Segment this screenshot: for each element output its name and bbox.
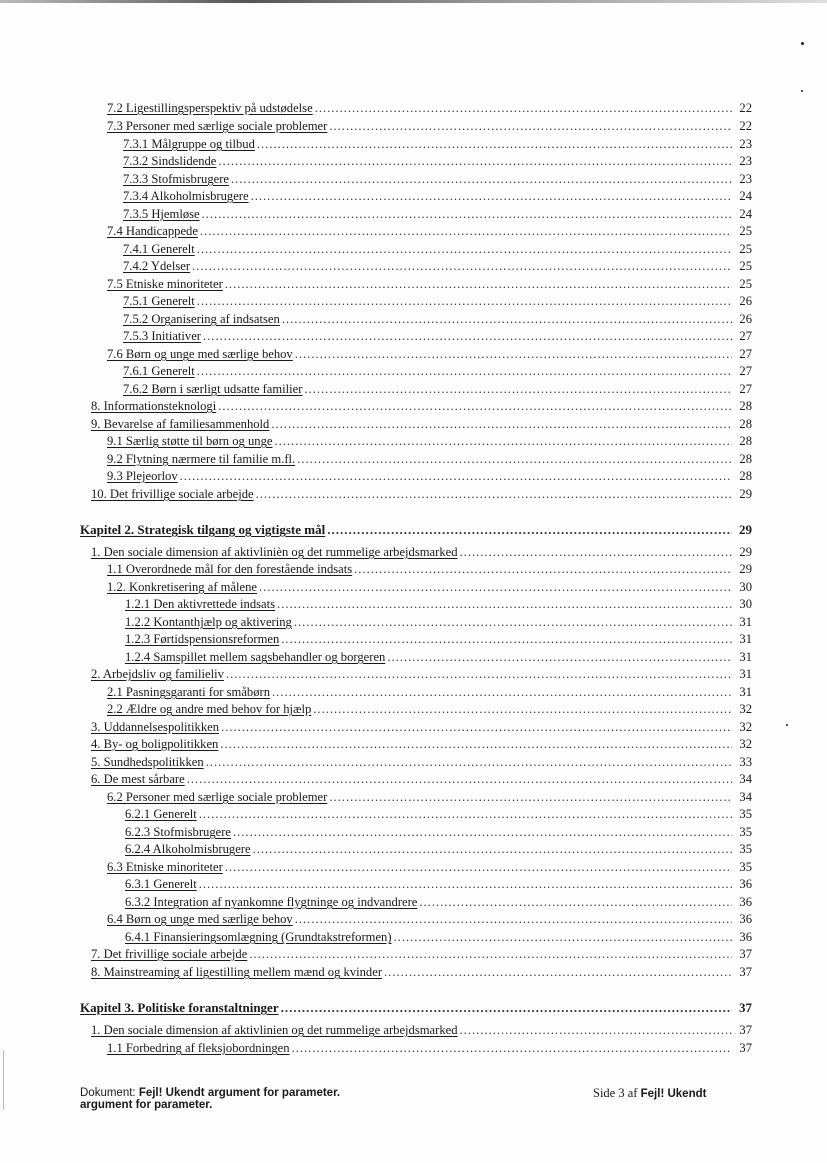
toc-entry[interactable]: [107, 911, 752, 927]
toc-entry[interactable]: [125, 929, 752, 945]
toc-entry[interactable]: [91, 946, 752, 962]
toc-page-number: 28: [739, 417, 752, 431]
toc-entry-title[interactable]: 4. By- og boligpolitikken: [91, 737, 219, 751]
toc-page-number: 25: [739, 242, 752, 256]
toc-entry-title[interactable]: 1.2.3 Førtidspensionsreformen: [125, 632, 280, 646]
toc-leader-dots: [313, 702, 732, 717]
toc-entry[interactable]: [91, 398, 752, 414]
toc-page-number: 37: [739, 1000, 752, 1015]
toc-entry-title[interactable]: 7.3.4 Alkoholmisbrugere: [123, 189, 249, 203]
toc-leader-dots: [274, 434, 732, 449]
toc-leader-dots: [221, 720, 732, 735]
toc-leader-dots: [220, 737, 732, 752]
toc-leader-dots: [203, 329, 732, 344]
toc-entry[interactable]: [107, 433, 752, 449]
toc-entry-title[interactable]: 7.5.3 Initiativer: [123, 329, 201, 343]
toc-page-number: 35: [739, 807, 752, 821]
toc-entry[interactable]: [123, 153, 752, 169]
toc-entry-title[interactable]: 7.2 Ligestillingsperspektiv på udstødelse: [107, 101, 313, 115]
toc-entry-title[interactable]: 6.3 Etniske minoriteter: [107, 860, 223, 874]
toc-page-number: 37: [739, 1023, 752, 1037]
toc-entry-title[interactable]: 1.1 Forbedring af fleksjobordningen: [107, 1041, 290, 1055]
toc-entry-title[interactable]: 6.2.4 Alkoholmisbrugere: [125, 842, 251, 856]
toc-entry-title[interactable]: 2.2 Ældre og andre med behov for hjælp: [107, 702, 312, 716]
toc-entry[interactable]: [123, 206, 752, 222]
toc-page-number: 31: [739, 685, 752, 699]
toc-entry-title[interactable]: 9.1 Særlig støtte til børn og unge: [107, 434, 273, 448]
toc-entry[interactable]: [123, 241, 752, 257]
toc-entry-title[interactable]: 6.2.1 Generelt: [125, 807, 197, 821]
toc-page-number: 25: [739, 259, 752, 273]
toc-entry[interactable]: [107, 561, 752, 577]
toc-page-number: 24: [739, 207, 752, 221]
toc-entry[interactable]: [107, 223, 752, 239]
toc-leader-dots: [231, 172, 732, 187]
toc-leader-dots: [192, 259, 732, 274]
toc-entry-title[interactable]: 2.1 Pasningsgaranti for småbørn: [107, 685, 270, 699]
footer-document: [80, 1087, 340, 1111]
toc-entry[interactable]: [107, 701, 752, 717]
toc-page-number: 32: [739, 737, 752, 751]
toc-entry[interactable]: [125, 614, 752, 630]
toc-page-number: 27: [739, 329, 752, 343]
toc-page-number: 29: [739, 545, 752, 559]
toc-entry[interactable]: [107, 451, 752, 467]
toc-page-number: 28: [739, 399, 752, 413]
toc-leader-dots: [197, 364, 732, 379]
scan-top-edge: [0, 0, 827, 3]
toc-leader-dots: [329, 790, 732, 805]
toc-leader-dots: [257, 137, 732, 152]
toc-leader-dots: [206, 755, 732, 770]
toc-entry[interactable]: [91, 771, 752, 787]
toc-page-number: 36: [739, 877, 752, 891]
toc-entry[interactable]: [123, 293, 752, 309]
toc-leader-dots: [294, 615, 732, 630]
toc-page-number: 25: [739, 277, 752, 291]
toc-page-number: 31: [739, 667, 752, 681]
toc-page-number: 35: [739, 825, 752, 839]
toc-entry-title[interactable]: Kapitel 2. Strategisk tilgang og vigtigste mål: [80, 522, 326, 537]
toc-entry[interactable]: [125, 841, 752, 857]
toc-leader-dots: [202, 207, 732, 222]
toc-entry-title[interactable]: 1.2.2 Kontanthjælp og aktivering: [125, 615, 292, 629]
toc-entry-title[interactable]: 7.5 Etniske minoriteter: [107, 277, 223, 291]
toc-leader-dots: [304, 382, 732, 397]
toc-page-number: 25: [739, 224, 752, 238]
toc-entry-title[interactable]: 7.4.1 Generelt: [123, 242, 195, 256]
toc-entry[interactable]: [107, 1040, 752, 1056]
toc-leader-dots: [249, 947, 732, 962]
toc-entry-title[interactable]: 1.2. Konkretisering af målene: [107, 580, 258, 594]
toc-entry[interactable]: [123, 328, 752, 344]
toc-page-number: 28: [739, 452, 752, 466]
toc-entry[interactable]: [125, 894, 752, 910]
toc-entry[interactable]: [91, 1022, 752, 1038]
toc-leader-dots: [218, 154, 732, 169]
toc-leader-dots: [251, 189, 732, 204]
toc-entry-title[interactable]: 7.6.2 Børn i særligt udsatte familier: [123, 382, 303, 396]
toc-entry[interactable]: [123, 363, 752, 379]
toc-entry-title[interactable]: 7.3.2 Sindslidende: [123, 154, 217, 168]
toc-entry-title[interactable]: 6. De mest sårbare: [91, 772, 185, 786]
toc-chapter-entry[interactable]: [80, 999, 752, 1015]
toc-page-number: 36: [739, 895, 752, 909]
toc-page-number: 37: [739, 1041, 752, 1055]
toc-leader-dots: [277, 597, 732, 612]
toc-page-number: 28: [739, 434, 752, 448]
toc-page-number: 23: [739, 137, 752, 151]
toc-page-number: 32: [739, 702, 752, 716]
toc-entry-title[interactable]: 5. Sundhedspolitikken: [91, 755, 204, 769]
toc-leader-dots: [460, 1023, 732, 1038]
toc-leader-dots: [200, 224, 732, 239]
toc-entry-title[interactable]: 7.5.1 Generelt: [123, 294, 195, 308]
toc-entry-title[interactable]: 7.4.2 Ydelser: [123, 259, 191, 273]
toc-leader-dots: [419, 895, 732, 910]
toc-page-number: 29: [739, 562, 752, 576]
toc-entry-title[interactable]: 7.3.1 Målgruppe og tilbud: [123, 137, 255, 151]
toc-leader-dots: [199, 877, 732, 892]
toc-entry-title[interactable]: 7.6 Børn og unge med særlige behov: [107, 347, 293, 361]
toc-entry-title[interactable]: 2. Arbejdsliv og familieliv: [91, 667, 224, 681]
toc-entry[interactable]: [91, 416, 752, 432]
toc-entry-title[interactable]: 6.3.1 Generelt: [125, 877, 197, 891]
toc-entry-title[interactable]: 1.1 Overordnede mål for den forestående indsats: [107, 562, 353, 576]
toc-page-number: 23: [739, 154, 752, 168]
toc-entry-title[interactable]: 6.3.2 Integration af nyankomne flygtninge og indvandrere: [125, 895, 418, 909]
toc-page-number: 31: [739, 650, 752, 664]
toc-entry[interactable]: [123, 311, 752, 327]
toc-leader-dots: [281, 1000, 732, 1015]
toc-entry-title[interactable]: 1.2.4 Samspillet mellem sagsbehandler og borgeren: [125, 650, 386, 664]
toc-leader-dots: [256, 487, 732, 502]
toc-leader-dots: [180, 469, 732, 484]
toc-entry[interactable]: [125, 876, 752, 892]
footer-doc-label: Dokument:: [80, 1087, 136, 1099]
toc-entry[interactable]: [91, 544, 752, 560]
toc-leader-dots: [225, 860, 732, 875]
toc-page-number: 36: [739, 930, 752, 944]
toc-page-number: 37: [739, 947, 752, 961]
toc-page-number: 28: [739, 469, 752, 483]
toc-leader-dots: [197, 294, 732, 309]
toc-entry-title[interactable]: 1. Den sociale dimension af aktivlinièn og det rummelige arbejdsmarked: [91, 545, 458, 559]
toc-page-number: 27: [739, 382, 752, 396]
toc-page-number: 29: [739, 522, 752, 537]
toc-entry-title[interactable]: 9.2 Flytning nærmere til familie m.fl.: [107, 452, 296, 466]
toc-entry-title[interactable]: 8. Informationsteknologi: [91, 399, 217, 413]
toc-entry-title[interactable]: 7.5.2 Organisering af indsatsen: [123, 312, 280, 326]
toc-entry[interactable]: [125, 649, 752, 665]
toc-entry-title[interactable]: 7. Det frivillige sociale arbejde: [91, 947, 248, 961]
toc-page-number: 30: [739, 597, 752, 611]
scan-speck: [786, 724, 788, 726]
toc-entry-title[interactable]: 8. Mainstreaming af ligestilling mellem mænd og kvinder: [91, 965, 383, 979]
toc-leader-dots: [197, 242, 732, 257]
toc-entry[interactable]: [91, 754, 752, 770]
toc-leader-dots: [199, 807, 732, 822]
toc-leader-dots: [327, 522, 732, 537]
toc-leader-dots: [295, 912, 732, 927]
toc-entry[interactable]: [125, 596, 752, 612]
toc-entry[interactable]: [107, 579, 752, 595]
toc-entry-title[interactable]: 7.3 Personer med særlige sociale problemer: [107, 119, 328, 133]
toc-leader-dots: [295, 347, 732, 362]
toc-entry[interactable]: [123, 136, 752, 152]
toc-entry-title[interactable]: 6.2.3 Stofmisbrugere: [125, 825, 231, 839]
footer-doc-error-cont: argument for parameter.: [80, 1099, 213, 1111]
toc-entry-title[interactable]: 7.3.5 Hjemløse: [123, 207, 200, 221]
toc-leader-dots: [253, 842, 732, 857]
toc-entry[interactable]: [123, 188, 752, 204]
toc-entry-title[interactable]: Kapitel 3. Politiske foranstaltninger: [80, 1000, 279, 1015]
toc-leader-dots: [394, 930, 732, 945]
toc-page-number: 30: [739, 580, 752, 594]
footer-page: [593, 1086, 706, 1101]
toc-entry-title[interactable]: 6.4 Børn og unge med særlige behov: [107, 912, 293, 926]
toc-entry[interactable]: [91, 666, 752, 682]
toc-entry[interactable]: [91, 719, 752, 735]
toc-leader-dots: [226, 667, 732, 682]
scan-artifact: [3, 1050, 4, 1110]
toc-entry[interactable]: [125, 824, 752, 840]
scan-speck: [801, 42, 804, 45]
toc-page-number: 31: [739, 632, 752, 646]
toc-entry-title[interactable]: 1.2.1 Den aktivrettede indsats: [125, 597, 276, 611]
toc-page-number: 27: [739, 364, 752, 378]
toc-entry[interactable]: [107, 346, 752, 362]
toc-leader-dots: [315, 101, 732, 116]
toc-chapter-entry[interactable]: [80, 521, 752, 537]
toc-page-number: 22: [739, 119, 752, 133]
toc-entry[interactable]: [125, 631, 752, 647]
footer-page-error: Fejl! Ukendt: [640, 1088, 707, 1100]
toc-entry[interactable]: [107, 684, 752, 700]
footer-doc-error: Fejl! Ukendt argument for parameter.: [138, 1087, 341, 1099]
toc-entry-title[interactable]: 3. Uddannelsespolitikken: [91, 720, 220, 734]
toc-entry-title[interactable]: 6.2 Personer med særlige sociale problemer: [107, 790, 328, 804]
toc-leader-dots: [297, 452, 732, 467]
toc-page-number: 27: [739, 347, 752, 361]
toc-entry[interactable]: [107, 859, 752, 875]
toc-entry[interactable]: [91, 736, 752, 752]
toc-page-number: 35: [739, 860, 752, 874]
toc-entry-title[interactable]: 7.3.3 Stofmisbrugere: [123, 172, 229, 186]
toc-leader-dots: [218, 399, 732, 414]
toc-entry[interactable]: [91, 486, 752, 502]
toc-leader-dots: [271, 417, 732, 432]
toc-entry-title[interactable]: 9.3 Plejeorlov: [107, 469, 178, 483]
footer-page-label: Side 3 af: [593, 1086, 638, 1100]
toc-page-number: 31: [739, 615, 752, 629]
toc-leader-dots: [292, 1041, 732, 1056]
toc-leader-dots: [387, 650, 732, 665]
toc-entry-title[interactable]: 1. Den sociale dimension af aktivlinien og det rummelige arbejdsmarked: [91, 1023, 458, 1037]
toc-page-number: 22: [739, 101, 752, 115]
toc-entry[interactable]: [107, 118, 752, 134]
toc-leader-dots: [233, 825, 732, 840]
toc-leader-dots: [354, 562, 732, 577]
toc-page-number: 32: [739, 720, 752, 734]
toc-entry[interactable]: [107, 789, 752, 805]
toc-page-number: 36: [739, 912, 752, 926]
toc-page-number: 34: [739, 772, 752, 786]
toc-leader-dots: [384, 965, 732, 980]
toc-page-number: 29: [739, 487, 752, 501]
toc-page-number: 37: [739, 965, 752, 979]
toc-entry[interactable]: [123, 171, 752, 187]
toc-page-number: 23: [739, 172, 752, 186]
toc-entry-title[interactable]: 10. Det frivillige sociale arbejde: [91, 487, 254, 501]
toc-page-number: 35: [739, 842, 752, 856]
toc-entry[interactable]: [107, 100, 752, 116]
toc-entry[interactable]: [123, 258, 752, 274]
toc-leader-dots: [259, 580, 732, 595]
toc-page-number: 26: [739, 312, 752, 326]
toc-entry-title[interactable]: 7.4 Handicappede: [107, 224, 198, 238]
toc-page-number: 24: [739, 189, 752, 203]
scan-speck: [801, 90, 803, 92]
toc-entry[interactable]: [107, 276, 752, 292]
toc-entry-title[interactable]: 9. Bevarelse af familiesammenhold: [91, 417, 270, 431]
toc-leader-dots: [460, 545, 732, 560]
toc-leader-dots: [272, 685, 732, 700]
toc-entry[interactable]: [123, 381, 752, 397]
toc-page-number: 26: [739, 294, 752, 308]
toc-page-number: 34: [739, 790, 752, 804]
toc-entry-title[interactable]: 7.6.1 Generelt: [123, 364, 195, 378]
toc-entry[interactable]: [91, 964, 752, 980]
toc-entry[interactable]: [107, 468, 752, 484]
toc-leader-dots: [281, 632, 732, 647]
toc-leader-dots: [282, 312, 732, 327]
toc-leader-dots: [329, 119, 732, 134]
toc-entry-title[interactable]: 6.4.1 Finansieringsomlægning (Grundtakstreformen): [125, 930, 392, 944]
toc-leader-dots: [225, 277, 732, 292]
toc-entry[interactable]: [125, 806, 752, 822]
toc-page-number: 33: [739, 755, 752, 769]
toc-leader-dots: [187, 772, 732, 787]
